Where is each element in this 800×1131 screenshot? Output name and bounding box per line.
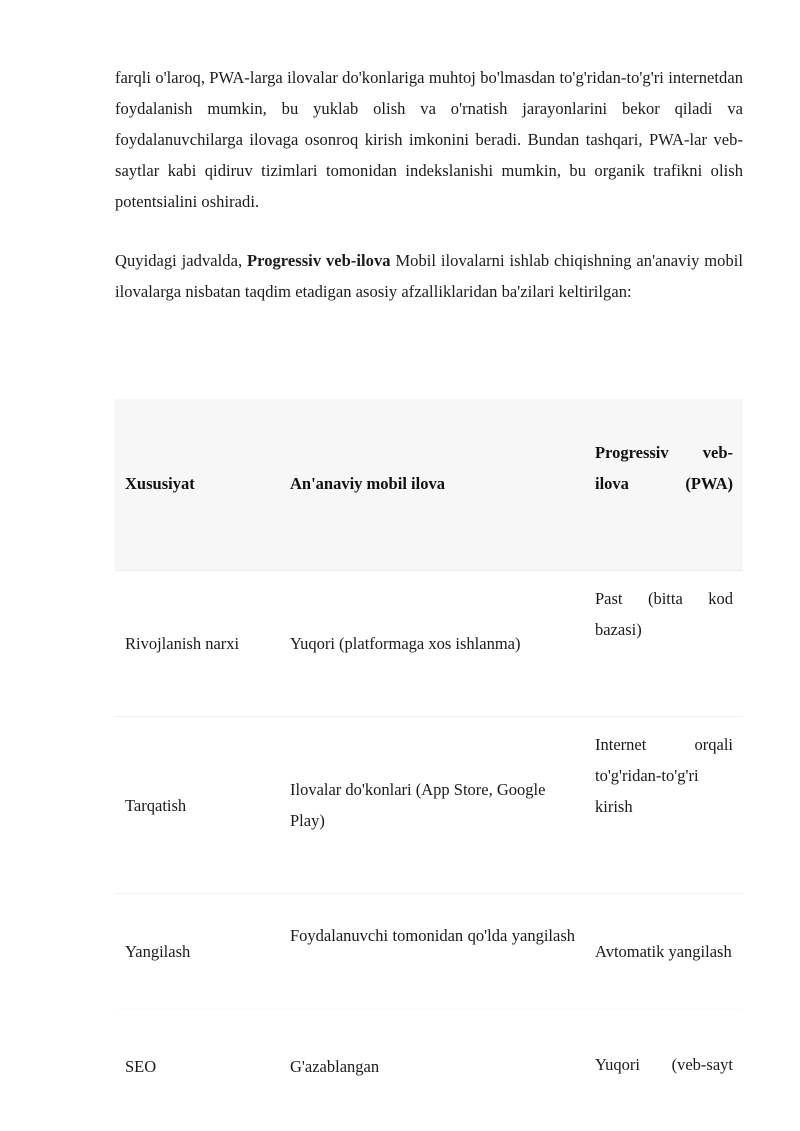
cell-pwa (585, 1009, 743, 1124)
table-header-row (115, 399, 743, 571)
cell-traditional-text: G'azablangan (290, 1056, 380, 1076)
cell-traditional-text: Ilovalar do'konlari (App Store, Google Play) (290, 780, 546, 830)
column-header-feature-label: Xususiyat (125, 474, 195, 493)
emphasis-progressiv-veb-ilova: Progressiv veb-ilova (246, 251, 391, 270)
paragraph-intro (115, 62, 743, 217)
cell-traditional-text: Yuqori (platformaga xos ishlanma) (290, 634, 521, 653)
paragraph-table-lead-in (115, 245, 743, 307)
paragraph-tail-text: Mobil ilovalarni ishlab chiqishning an'anaviy mobil ilovalarga nisbatan taqdim etadigan asosiy afzalliklaridan ba'zilari keltirilgan: (115, 251, 744, 301)
column-header-pwa (585, 399, 743, 571)
cell-traditional (280, 1009, 585, 1124)
cell-traditional (280, 717, 585, 894)
cell-pwa-text: Avtomatik yangilash (595, 941, 732, 961)
document-body (115, 62, 743, 307)
table-header (115, 399, 743, 571)
paragraph-intro-text: farqli o'laroq, PWA-larga ilovalar do'konlariga muhtoj bo'lmasdan to'g'ridan-to'g'ri internetdan foydalanish mumkin, bu yuklab olish va o'rnatish jarayonlarini bekor qiladi va foydalanuvchilarga ilovaga osonroq kirish imkonini beradi. Bundan tashqari, PWA-lar veb-saytlar kabi qidiruv tizimlari tomonidan indekslanishi mumkin, bu organik trafikni olish potentsialini oshiradi. (115, 68, 743, 211)
paragraph-lead-text: Quyidagi jadvalda, (115, 251, 247, 270)
cell-pwa (585, 571, 743, 717)
cell-feature-text: Yangilash (125, 941, 191, 961)
cell-pwa (585, 717, 743, 894)
cell-pwa-text: Past (bitta kod bazasi) (595, 589, 733, 639)
cell-traditional (280, 894, 585, 1009)
cell-traditional-text: Foydalanuvchi tomonidan qo'lda yangilash (290, 926, 575, 945)
cell-feature-text: SEO (125, 1056, 157, 1076)
cell-feature (115, 1009, 280, 1124)
cell-feature (115, 717, 280, 894)
cell-pwa-text: Yuqori (veb-sayt (595, 1055, 733, 1074)
table-body (115, 571, 743, 1124)
table-row (115, 571, 743, 717)
column-header-traditional-app (280, 399, 585, 571)
cell-pwa-text: Internet orqali to'g'ridan-to'g'ri kirish (595, 735, 733, 816)
table-row (115, 1009, 743, 1124)
column-header-traditional-app-label: An'anaviy mobil ilova (290, 474, 445, 493)
table-row (115, 894, 743, 1009)
cell-feature (115, 894, 280, 1009)
column-header-feature (115, 399, 280, 571)
table-row (115, 717, 743, 894)
cell-feature-text: Rivojlanish narxi (125, 634, 240, 653)
cell-feature-text: Tarqatish (125, 795, 187, 815)
cell-feature (115, 571, 280, 717)
comparison-table (115, 399, 743, 1123)
column-header-pwa-label: Progressiv veb-ilova (PWA) (595, 443, 733, 493)
cell-pwa (585, 894, 743, 1009)
cell-traditional (280, 571, 585, 717)
